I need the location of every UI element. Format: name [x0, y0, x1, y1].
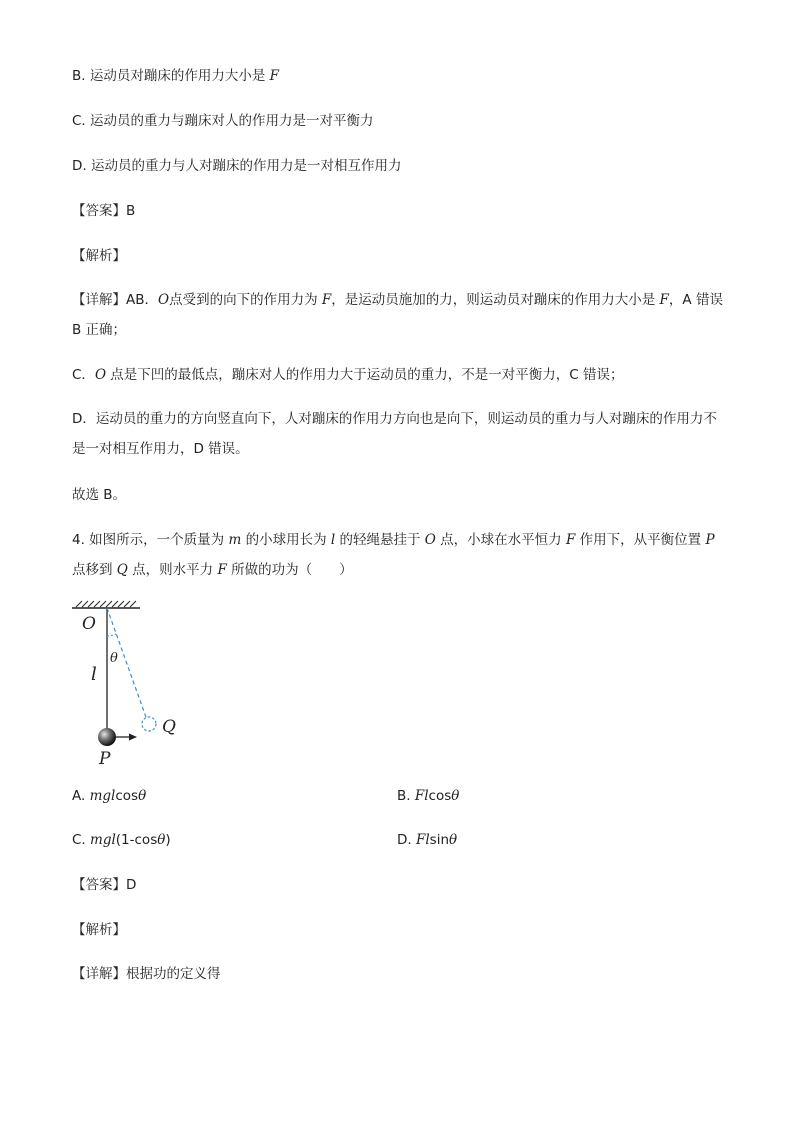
- detail-c: C．O 点是下凹的最低点，蹦床对人的作用力大于运动员的重力，不是一对平衡力，C 错误；: [72, 367, 624, 383]
- analysis-label-q4: 【解析】: [72, 922, 126, 938]
- label-p: P: [99, 749, 111, 769]
- ball-p: [98, 728, 116, 746]
- option-d: D. Flsinθ: [397, 832, 458, 848]
- label-l: l: [91, 664, 97, 685]
- answer-prev: 【答案】B: [72, 203, 136, 219]
- option-b-prev: B. 运动员对蹦床的作用力大小是 F: [72, 68, 280, 84]
- detail-d: D．运动员的重力的方向竖直向下，人对蹦床的作用力方向也是向下，则运动员的重力与人对蹦床的作用力不是一对相互作用力，D 错误。: [72, 411, 717, 457]
- detail-q4: 【详解】根据功的定义得: [72, 966, 221, 982]
- option-b: B. Flcosθ: [397, 788, 460, 804]
- option-c: C. mgl(1-cosθ): [72, 832, 171, 848]
- force-arrowhead: [129, 734, 137, 741]
- ceiling-hatch: [72, 601, 140, 608]
- option-c-prev: C. 运动员的重力与蹦床对人的作用力是一对平衡力: [72, 113, 374, 129]
- label-q: Q: [162, 717, 176, 737]
- ball-q-outline: [142, 717, 156, 731]
- pendulum-figure: [70, 598, 190, 773]
- conclusion-prev: 故选 B。: [72, 487, 127, 503]
- option-d-prev: D. 运动员的重力与人对蹦床的作用力是一对相互作用力: [72, 158, 402, 174]
- option-a: A. mglcosθ: [72, 788, 147, 804]
- angle-arc: [107, 634, 116, 636]
- answer-q4: 【答案】D: [72, 877, 137, 893]
- detail-ab: 【详解】AB．O点受到的向下的作用力为 F，是运动员施加的力，则运动员对蹦床的作用力大小是 F，A 错误 B 正确；: [72, 292, 723, 338]
- question-4-stem: 4. 如图所示，一个质量为 m 的小球用长为 l 的轻绳悬挂于 O 点，小球在水平恒力 F 作用下，从平衡位置 P 点移到 Q 点，则水平力 F 所做的功为（ ）: [72, 532, 715, 578]
- label-o: O: [82, 614, 96, 634]
- label-theta: θ: [110, 651, 118, 666]
- analysis-label-prev: 【解析】: [72, 248, 126, 264]
